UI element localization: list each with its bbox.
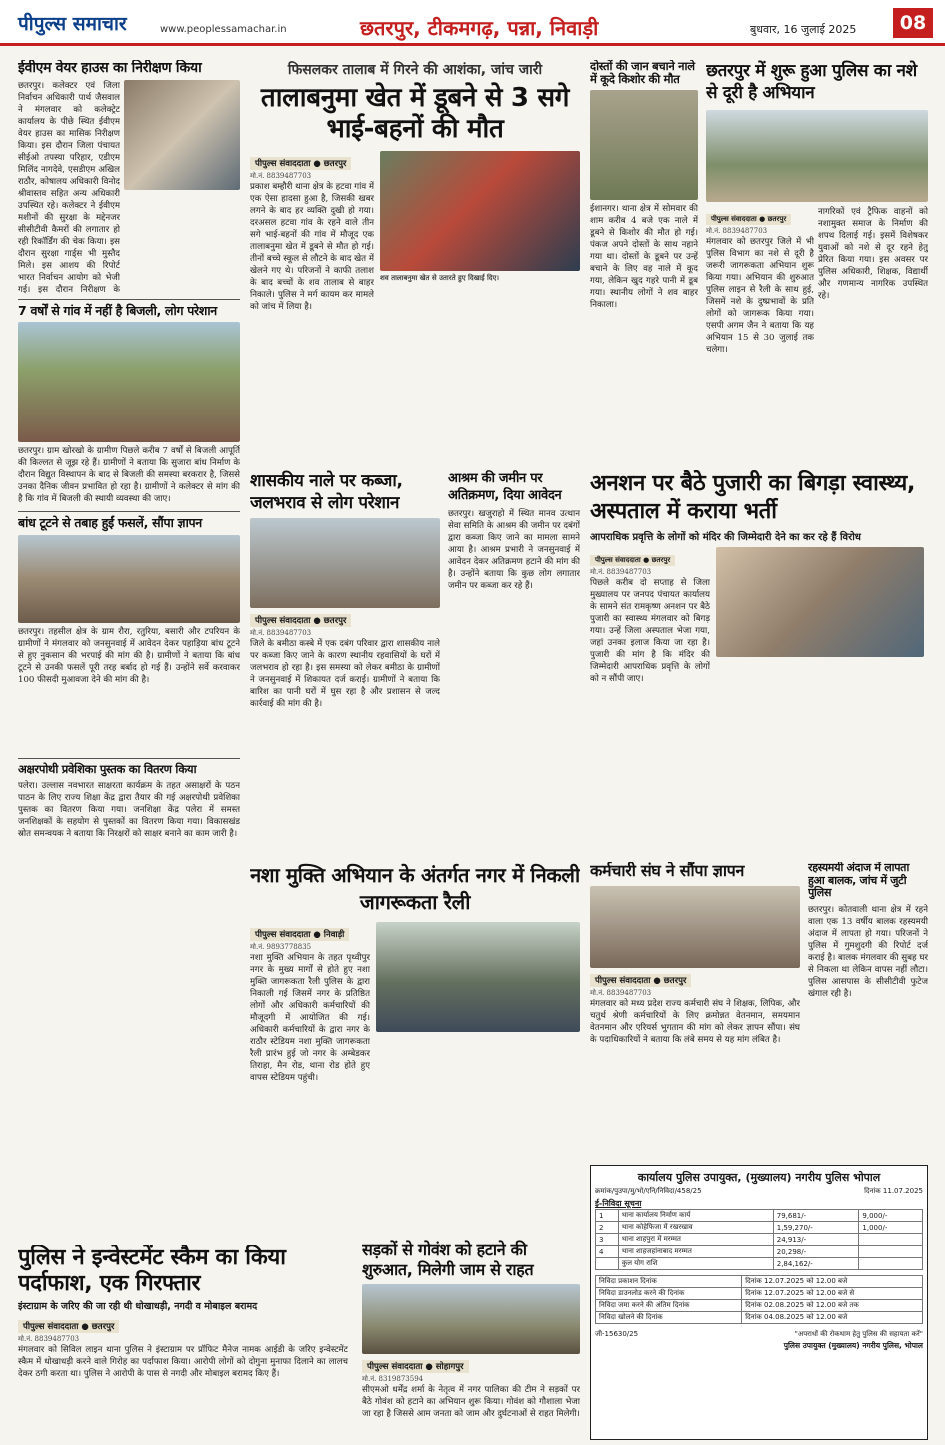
nasha-rally-text: नशा मुक्ति अभियान के तहत पृथ्वीपुर नगर के मुख्य मार्गों से होते हुए नशा मुक्ति जागरूकता रैली पुलिस के द्वारा निकाली गई जिसमें नगर के प्रतिष्ठित लोगों और अधिकारी कर्मचारियों की मौजूदगी में आयोजित की गई। अधिकारी कर्मचारियों के द्वारा नगर के राठौर स्टेडियम नशा मुक्ति जागरूकता रैली प्रारंभ हुई जो नगर के अम्बेडकर तिराहा, मैन रोड, थाना रोड होते हुए वापस स्टेडियम पहुंची। <box>250 953 370 1083</box>
police-rally-headline: छतरपुर में शुरू हुआ पुलिस का नशे से दूरी है अभियान <box>706 61 917 103</box>
tender-code: जी-15630/25 <box>595 1330 639 1338</box>
table-cell: 1,000/- <box>859 1222 923 1234</box>
police-rally-text: मंगलवार को छतरपुर जिले में भी पुलिस विभाग का नशे से दूरी है जरूरी जागरूकता अभियान शुरू किया गया। अभियान की शुरुआत पुलिस लाइन से रैली के साथ हुई, जिसमें नशे के दुष्प्रभावों के प्रति लोगों को जागरूक किया गया। एसपी अगम जैन ने बताया कि यह अभियान 15 से 30 जुलाई तक चलेगा। <box>706 237 814 355</box>
teen-photo <box>590 90 698 200</box>
missing-boy-headline: रहस्यमयी अंदाज में लापता हुआ बालक, जांच में जुटी पुलिस <box>808 862 910 900</box>
table-cell: 20,298/- <box>773 1246 859 1258</box>
union-photo <box>590 886 800 968</box>
nasha-rally-headline: नशा मुक्ति अभियान के अंतर्गत नगर में निकली जागरूकता रैली <box>250 863 580 914</box>
table-cell: दिनांक 04.08.2025 को 12.00 बजे <box>742 1312 923 1324</box>
table-cell: थाना शाहजहांनाबाद मरम्मत <box>618 1246 773 1258</box>
book-text: पलेरा। उल्लास नवभारत साक्षरता कार्यक्रम के तहत असाक्षरों के पठन पाठन के लिए राज्य शिक्षा केंद्र द्वारा तैयार की गई अक्षरपोथी प्रवेशिका पुस्तक का वितरण किया गया। जनशिक्षा केंद्र पलेरा में समस्त जनशिक्षकों के सहयोग से पुस्तकों का वितरण किया गया। विकासखंड स्रोत समन्वयक ने बताया कि निरक्षरों को साक्षर बनाने का काम जारी है। <box>18 781 240 840</box>
byline-mobile: मो.नं. 8839487703 <box>590 568 652 576</box>
byline-mobile: मो.नं. 8839487703 <box>18 1335 80 1343</box>
table-row <box>596 1210 923 1222</box>
table-row <box>596 1276 923 1288</box>
byline-mobile: मो.नं. 8839487703 <box>250 629 312 637</box>
table-cell: थाना कार्यालय निर्माण कार्य <box>618 1210 773 1222</box>
byline-mobile: मो.नं. 8839487703 <box>590 989 652 998</box>
table-cell: कुल योग राशि <box>618 1258 773 1270</box>
drain-protest-photo <box>250 518 440 608</box>
drain-headline: शासकीय नाले पर कब्जा, जलभराव से लोग परेशान <box>250 471 403 513</box>
table-cell: 79,681/- <box>773 1210 859 1222</box>
dam-text: छतरपुर। तहसील क्षेत्र के ग्राम रौरा, रतुरिया, बसारी और टपरियन के ग्रामीणों ने मंगलवार को जनसुनवाई में आवेदन देकर पहाड़िया बांध टूटने से हुए नुकसान की भरपाई की मांग की है। ग्रामीणों ने बताया कि बांध टूटने से उनकी फसलें पूरी तरह बर्बाद हो गई हैं। उन्होंने सर्वे करवाकर 100 फीसदी मुआवजा देने की मांग की है। <box>18 626 240 685</box>
electricity-text: छतरपुर। ग्राम खोरखो के ग्रामीण पिछले करीब 7 वर्षों से बिजली आपूर्ति की किल्लत से जूझ रहे हैं। ग्रामीणों ने बताया कि सुजारा बांध निर्माण के दौरान विद्युत विस्थापन के बाद से बिजली की समस्या बरकरार है, जिससे उनका दैनिक जीवन प्रभावित हो रहा है। ग्रामीणों ने कलेक्टर से मांग की है कि गांव में बिजली की स्थायी व्यवस्था की जाए। <box>18 446 240 505</box>
drown-text: प्रकाश बम्हौरी थाना क्षेत्र के हटवा गांव में एक ऐसा हादसा हुआ है, जिसकी खबर लगने के बाद हर व्यक्ति दुखी हो गया। दरअसल हटवा गांव के रहने वाले तीन सगे भाई-बहनों की गांव में मौजूद एक तालाबनुमा खेत में डूबने से मौत हो गई। तीनों बच्चे स्कूल से लौटने के बाद खेत में खेलने गए थे। परिजनों ने काफी तलाश के बाद बच्चों के शव तालाब से बाहर निकाले। पुलिस ने मर्ग कायम कर मामले को जांच में लिया है। <box>250 182 374 312</box>
tender-signature: पुलिस उपायुक्त (मुख्यालय) नगरीय पुलिस, भोपाल <box>783 1341 923 1350</box>
cattle-text: सीएमओ धर्मेंद्र शर्मा के नेतृत्व में नगर पालिका की टीम ने सड़कों पर बैठे गोवंश को हटाने का अभियान शुरू किया। गोवंश को गौशाला भेजा जा रहा है जिससे आम जनता को जाम और दुर्घटनाओं से राहत मिलेगी। <box>362 1385 580 1419</box>
byline: पीपुल्स संवाददाता ● छतरपुर <box>250 614 351 627</box>
priest-story <box>590 470 928 845</box>
table-cell: निविदा प्रकाशन दिनांक <box>596 1276 742 1288</box>
drown-headline: तालाबनुमा खेत में डूबने से 3 सगे भाई-बहनों की मौत <box>260 83 570 144</box>
cattle-story <box>362 1240 580 1440</box>
priest-hospital-photo <box>716 547 924 657</box>
scam-headline: पुलिस ने इन्वेस्टमेंट स्कैम का किया पर्दाफाश, एक गिरफ्तार <box>18 1245 286 1296</box>
tender-office-header: कार्यालय पुलिस उपायुक्त, (मुख्यालय) नगरीय पुलिस भोपाल <box>637 1171 881 1184</box>
ashram-text: छतरपुर। खजुराहो में स्थित मानव उत्थान सेवा समिति के आश्रम की जमीन पर दबंगों द्वारा कब्जा किए जाने का मामला सामने आया है। आश्रम प्रभारी ने जनसुनवाई में आवेदन देकर अतिक्रमण हटाने की मांग की है। उन्होंने बताया कि कुछ लोग लगातार जमीन पर कब्जा कर रहे हैं। <box>448 509 580 591</box>
drown-kicker: फिसलकर तालाब में गिरने की आशंका, जांच जारी <box>287 62 543 78</box>
teen-text: ईशानगर। थाना क्षेत्र में सोमवार की शाम करीब 4 बजे एक नाले में डूबने से किशोर की मौत हो गई। पंकज अपने दोस्तों के साथ नहाने गया था। दोस्तों के डूबने पर उन्हें बचाने के लिए वह नाले में कूद गया, लेकिन खुद गहरे पानी में डूब गया। स्थानीय लोगों ने शव बाहर निकाला। <box>590 204 698 311</box>
byline: पीपुल्स संवाददाता ● छतरपुर <box>18 1320 119 1333</box>
tender-table <box>595 1209 923 1270</box>
column-left <box>18 60 240 1443</box>
dam-headline: बांध टूटने से तबाह हुईं फसलें, सौंपा ज्ञापन <box>18 515 202 531</box>
table-cell: 1 <box>596 1210 619 1222</box>
table-row <box>596 1300 923 1312</box>
book-headline: अक्षरपोथी प्रवेशिका पुस्तक का वितरण किया <box>18 761 197 776</box>
byline: पीपुल्स संवाददाता ● निवाड़ी <box>250 928 349 941</box>
byline: पीपुल्स संवाददाता ● छतरपुर <box>250 157 351 170</box>
table-row <box>596 1222 923 1234</box>
table-cell: दिनांक 12.07.2025 को 12.00 बजे से <box>742 1288 923 1300</box>
electricity-headline: 7 वर्षों से गांव में नहीं है बिजली, लोग परेशान <box>18 303 217 319</box>
scam-text: मंगलवार को सिविल लाइन थाना पुलिस ने इंस्टाग्राम पर प्रॉफिट मैनेज नामक आईडी के जरिए इन्वेस्टमेंट स्कैम में धोखाधड़ी करने वाले गिरोह का पर्दाफाश किया। आरोपी लोगों को दोगुना मुनाफा दिलाने का लालच देकर ठगी करता था। पुलिस ने आरोपी के पास से नगदी और मोबाइल बरामद किए हैं। <box>18 1345 348 1379</box>
table-row <box>596 1234 923 1246</box>
scam-subheadline: इंस्टाग्राम के जरिए की जा रही थी धोखाधड़ी, नगदी व मोबाइल बरामद <box>18 1301 258 1312</box>
police-rally-photo <box>706 110 928 202</box>
drown-caption: शव तालाबनुमा खेत से उतारते हुए दिखाई दिए। <box>380 273 500 282</box>
dam-protest-photo <box>18 535 240 623</box>
cattle-headline: सड़कों से गोवंश को हटाने की शुरुआत, मिलेगी जाम से राहत <box>362 1240 534 1279</box>
byline-mobile: मो.नं. 8839487703 <box>250 172 312 180</box>
electricity-protest-photo <box>18 322 240 442</box>
tender-footer-slogan: "अपराधों की रोकथाम हेतु पुलिस की सहायता करें" <box>794 1330 923 1338</box>
teen-story <box>590 60 698 460</box>
issue-date: बुधवार, 16 जुलाई 2025 <box>750 23 857 36</box>
table-cell: 2 <box>596 1222 619 1234</box>
byline: पीपुल्स संवाददाता ● छतरपुर <box>590 974 691 987</box>
table-cell: दिनांक 12.07.2025 को 12.00 बजे <box>742 1276 923 1288</box>
table-cell: थाना कोहेफिजा में रखरखाव <box>618 1222 773 1234</box>
page-number: 08 <box>893 8 933 38</box>
drain-text: जिले के बमीठा कस्बे में एक दबंग परिवार द्वारा शासकीय नाले पर कब्जा किए जाने के कारण स्थानीय रहवासियों के घरों में जलभराव हो रहा है। इस समस्या को लेकर बमीठा के ग्रामीणों ने जनसुनवाई में शिकायत दर्ज कराई। ग्रामीणों ने बताया कि बारिश का पानी घरों में घुस रहा है और प्रशासन से जल्द कार्रवाई की मांग की है। <box>250 639 440 709</box>
tender-notice <box>590 1165 928 1440</box>
website-url[interactable]: www.peoplessamachar.in <box>160 24 287 35</box>
priest-headline: अनशन पर बैठे पुजारी का बिगड़ा स्वास्थ्य, अस्पताल में कराया भर्ती <box>590 471 916 524</box>
table-cell: थाना शाहपुरा में मरम्मत <box>618 1234 773 1246</box>
masthead <box>0 0 945 46</box>
evm-headline: ईवीएम वेयर हाउस का निरीक्षण किया <box>18 60 202 76</box>
priest-text: पिछले करीब दो सप्ताह से जिला मुख्यालय पर जनपद पंचायत कार्यालय के सामने संत रामकृष्ण अनशन पर बैठे पुजारी का स्वास्थ्य मंगलवार को बिगड़ गया। उन्हें जिला अस्पताल भेजा गया, जहां उनका इलाज किया जा रहा है। पुजारी की मांग है कि मंदिर की जिम्मेदारी आपराधिक प्रवृत्ति के लोगों को न सौंपी जाए। <box>590 578 710 684</box>
police-rally-text-2: नागरिकों एवं ट्रैफिक वाहनों को नशामुक्त समाज के निर्माण की शपथ दिलाई गई। इसमें विशेषकर युवाओं को नशे से दूर रहने हेतु प्रेरित किया गया। इस अवसर पर पुलिस अधिकारी, शिक्षक, विद्यार्थी और गणमान्य नागरिक उपस्थित रहे। <box>818 207 928 301</box>
drown-photo <box>380 151 580 271</box>
table-cell: 4 <box>596 1246 619 1258</box>
byline-mobile: मो.नं. 8839487703 <box>706 227 768 235</box>
table-cell: निविदा जमा करने की अंतिम दिनांक <box>596 1300 742 1312</box>
nasha-rally-photo <box>376 922 580 1032</box>
table-row <box>596 1312 923 1324</box>
edition-cities: छतरपुर, टीकमगढ़, पन्ना, निवाड़ी <box>360 16 599 40</box>
table-row <box>596 1288 923 1300</box>
evm-text: छतरपुर। कलेक्टर एवं जिला निर्वाचन अधिकारी पार्थ जैसवाल ने मंगलवार को कलेक्ट्रेट कार्यालय के पीछे स्थित ईवीएम वेयर हाउस का मासिक निरीक्षण किया। इस दौरान जिला पंचायत सीईओ तपस्या परिहार, एडीएम मिलिंद नागदेवे, एसडीएम अखिल राठौर, कोषालय अधिकारी विनोद श्रीवास्तव सहित अन्य अधिकारी उपस्थित रहे। कलेक्टर ने ईवीएम मशीनों की सुरक्षा के मद्देनजर सीसीटीवी कैमरों की लगातार हो रही रिकॉर्डिंग की चेक किया। इस दौरान सुरक्षा गार्ड्स भी मुस्तैद मिले। इस आशय की रिपोर्ट भारत निर्वाचन आयोग को भेजी गई। इस दौरान निरीक्षण के <box>18 81 120 296</box>
table-cell: निविदा डाउनलोड करने की दिनांक <box>596 1288 742 1300</box>
tender-date: दिनांक 11.07.2025 <box>864 1187 923 1195</box>
table-cell: 9,000/- <box>859 1210 923 1222</box>
union-text: मंगलवार को मध्य प्रदेश राज्य कर्मचारी संघ ने शिक्षक, लिपिक, और चतुर्थ श्रेणी कर्मचारियों के लिए क्रमोन्नत वेतनमान, समयमान वेतनमान और एरियर्स भुगतान की मांग को लेकर ज्ञापन सौंपा। संघ के पदाधिकारियों ने बताया कि लंबे समय से यह मांग लंबित है। <box>590 999 800 1046</box>
table-cell: 24,913/- <box>773 1234 859 1246</box>
evm-photo <box>124 80 240 190</box>
priest-subheadline: आपराधिक प्रवृत्ति के लोगों को मंदिर की जिम्मेदारी देने का कर रहे हैं विरोध <box>590 532 861 543</box>
table-cell: 3 <box>596 1234 619 1246</box>
byline: पीपुल्स संवाददाता ● छतरपुर <box>706 214 791 225</box>
missing-boy-story <box>808 862 928 1162</box>
byline-mobile: मो.नं. 8319873594 <box>362 1375 424 1383</box>
union-headline: कर्मचारी संघ ने सौंपा ज्ञापन <box>590 862 745 880</box>
table-row <box>596 1246 923 1258</box>
newspaper-logo[interactable]: पीपुल्स समाचार <box>18 13 127 35</box>
missing-boy-text: छतरपुर। कोतवाली थाना क्षेत्र में रहने वाला एक 13 वर्षीय बालक रहस्यमयी अंदाज में लापता हो गया। परिजनों ने पुलिस में गुमशुदगी की रिपोर्ट दर्ज कराई है। बालक मंगलवार की सुबह घर से निकला था लेकिन वापस नहीं लौटा। पुलिस आसपास के सीसीटीवी फुटेज खंगाल रही है। <box>808 904 928 999</box>
drown-story <box>250 60 580 460</box>
cattle-photo <box>362 1284 580 1354</box>
table-cell: निविदा खोलने की दिनांक <box>596 1312 742 1324</box>
drain-story <box>250 470 440 850</box>
scam-story <box>18 1245 348 1440</box>
tender-dates-table <box>595 1275 923 1324</box>
tender-ref: क्रमांक/पुउपा/मु/भो/एनि/निविदा/458/25 <box>595 1187 702 1195</box>
byline: पीपुल्स संवाददाता ● सोहागपुर <box>362 1360 469 1373</box>
teen-headline: दोस्तों की जान बचाने नाले में कूदे किशोर की मौत <box>590 60 695 87</box>
ashram-story <box>448 470 580 850</box>
nasha-rally-story <box>250 862 580 1232</box>
table-row <box>596 1258 923 1270</box>
tender-notice-title: ई-निविदा सूचना <box>595 1199 642 1208</box>
ashram-headline: आश्रम की जमीन पर अतिक्रमण, दिया आवेदन <box>448 471 562 503</box>
table-cell: दिनांक 02.08.2025 को 12.00 बजे तक <box>742 1300 923 1312</box>
police-rally-story <box>706 60 928 460</box>
byline-mobile: मो.नं. 9893778835 <box>250 943 312 951</box>
table-cell: 2,84,162/- <box>773 1258 859 1270</box>
table-cell: 1,59,270/- <box>773 1222 859 1234</box>
byline: पीपुल्स संवाददाता ● छतरपुर <box>590 555 675 566</box>
